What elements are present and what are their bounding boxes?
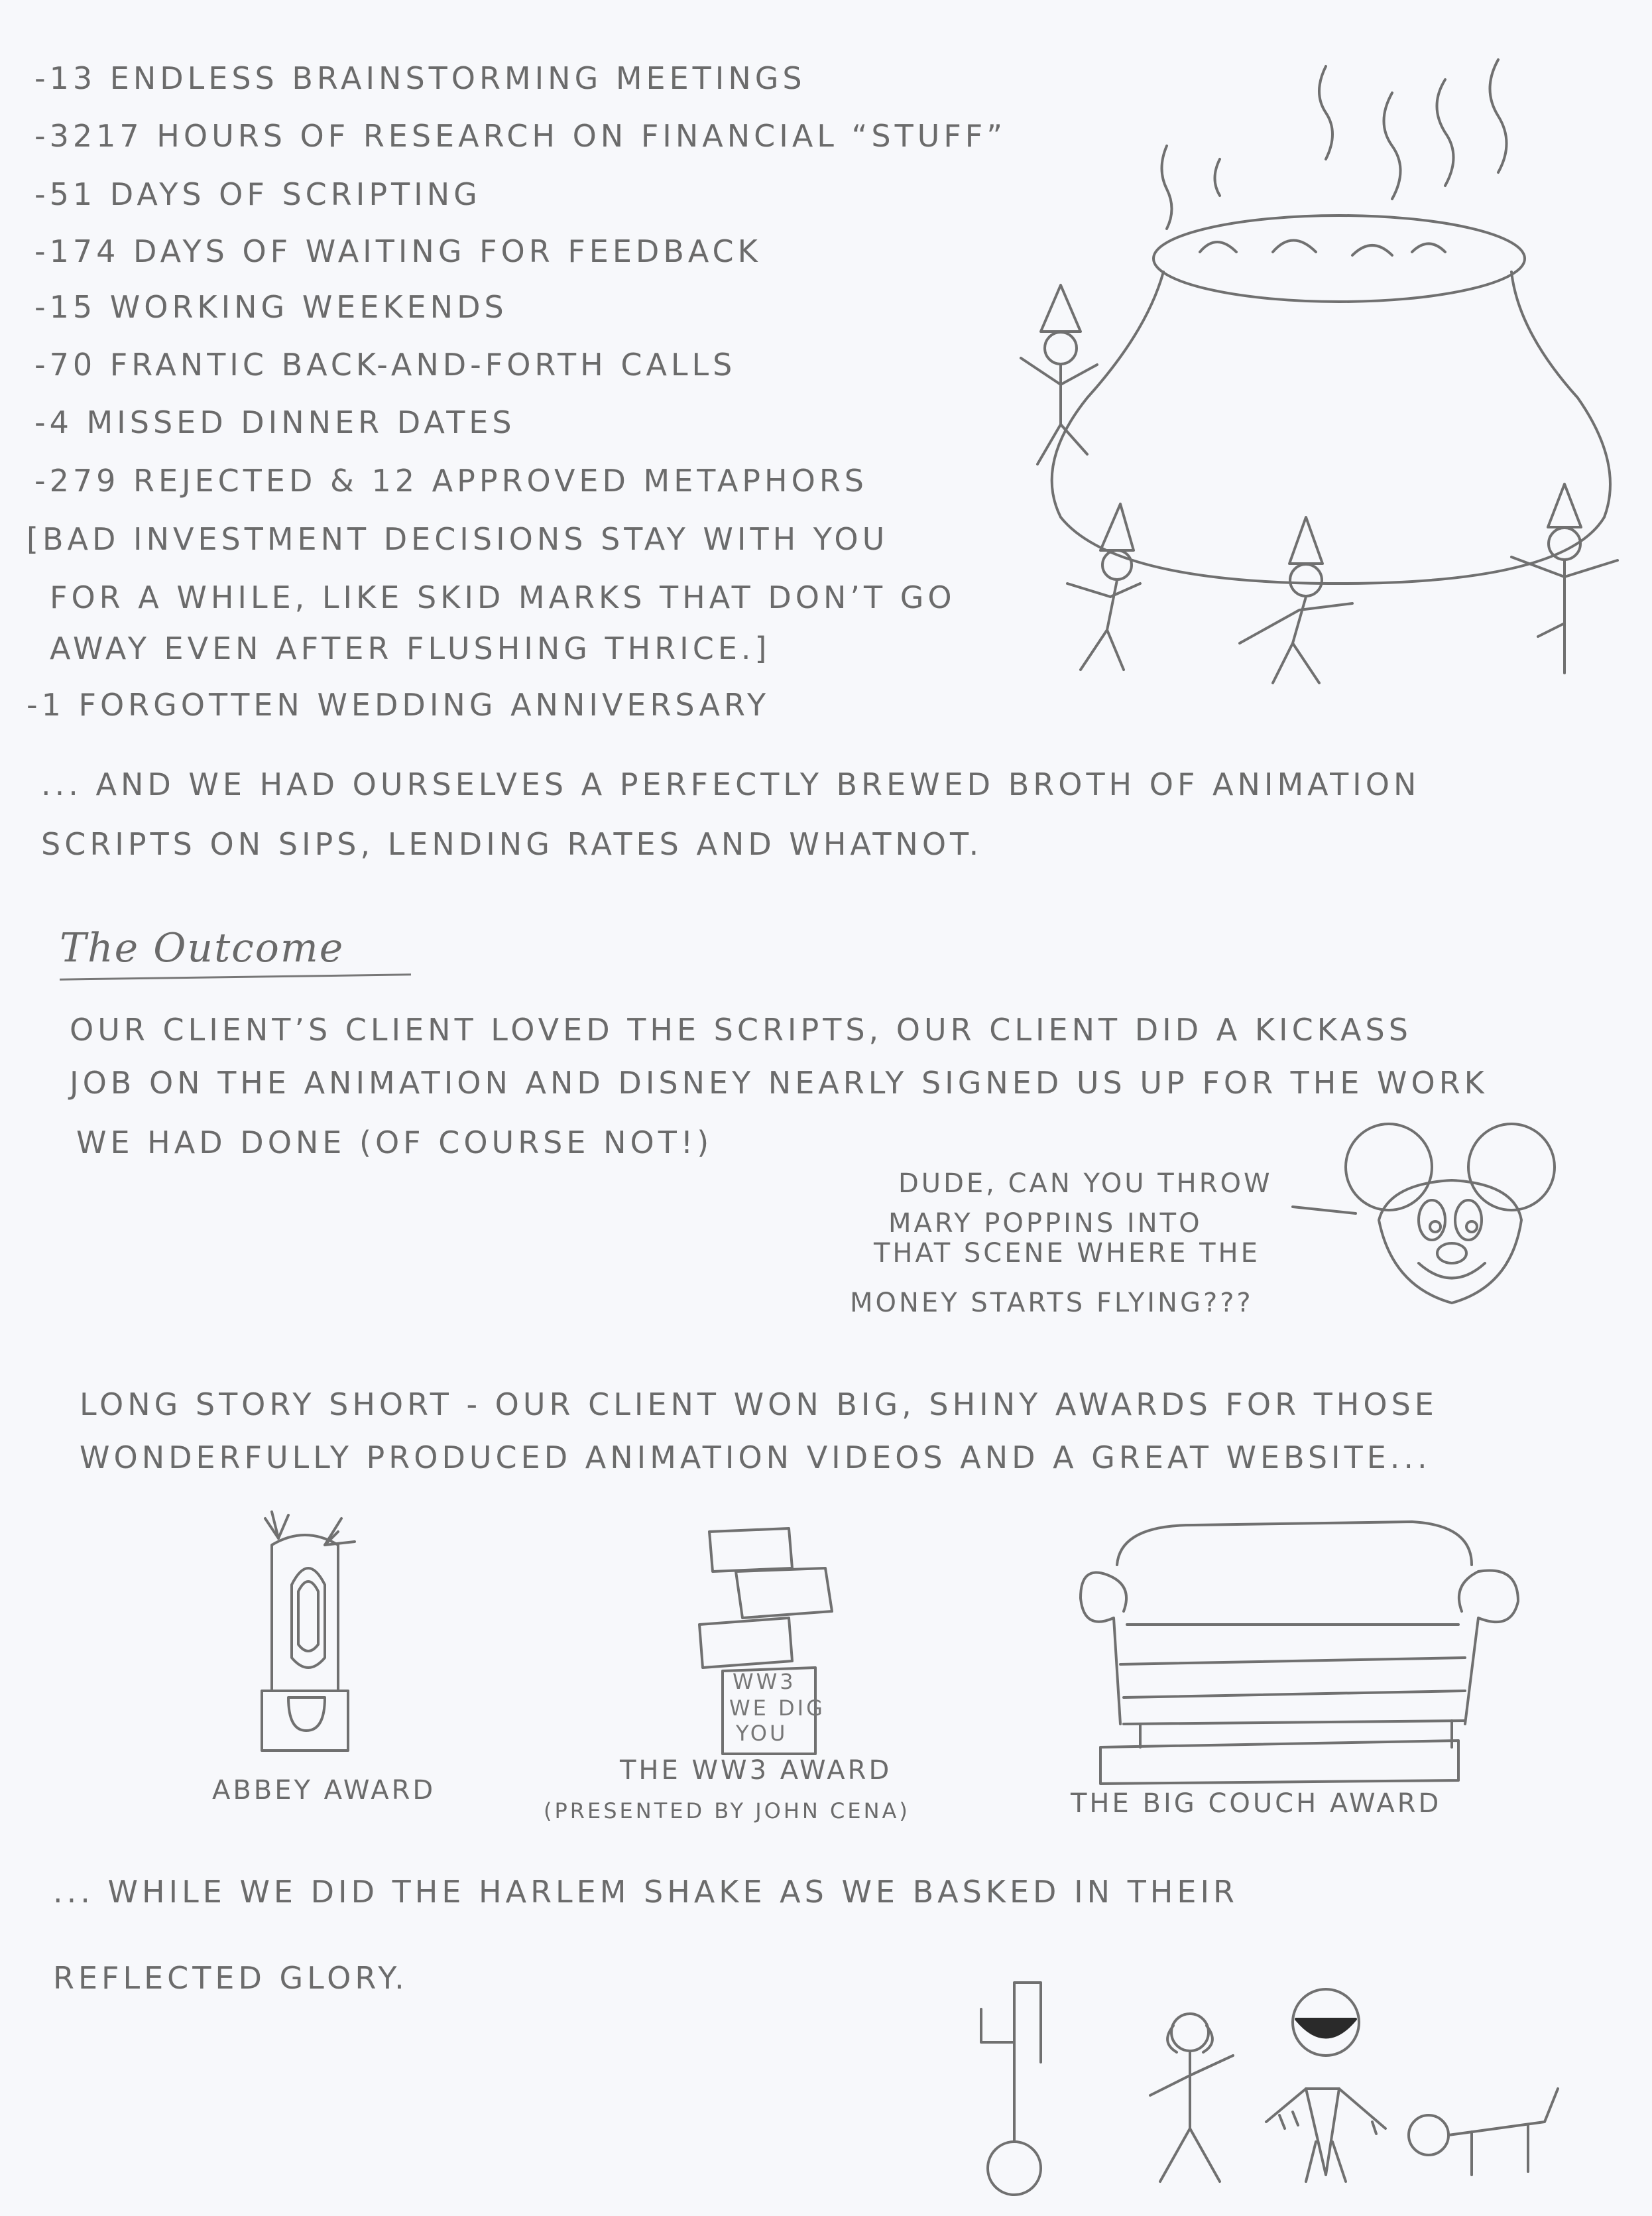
award-label: THE BIG COUCH AWARD xyxy=(1071,1788,1442,1819)
ww3-box-text: WE DIG xyxy=(729,1695,825,1721)
stick-figures-drawing xyxy=(961,1956,1598,2208)
outcome-line: JOB ON THE ANIMATION AND DISNEY NEARLY SIGNED US UP FOR THE WORK xyxy=(70,1065,1488,1101)
speech-line: MARY POPPINS INTO xyxy=(888,1208,1203,1239)
long-story-line: WONDERFULLY PRODUCED ANIMATION VIDEOS AND A GREAT WEBSITE... xyxy=(80,1440,1431,1475)
stat-line: -13 ENDLESS BRAINSTORMING MEETINGS xyxy=(34,60,806,96)
stat-line: -51 DAYS OF SCRIPTING xyxy=(34,176,481,212)
cauldron-drawing xyxy=(981,53,1578,650)
outcome-line: OUR CLIENT’S CLIENT LOVED THE SCRIPTS, OUR CLIENT DID A KICKASS xyxy=(70,1012,1412,1048)
closing-line: REFLECTED GLORY. xyxy=(53,1960,408,1996)
abbey-award-drawing xyxy=(225,1505,384,1757)
stat-line: -174 DAYS OF WAITING FOR FEEDBACK xyxy=(34,233,762,269)
speech-line: DUDE, CAN YOU THROW xyxy=(898,1168,1273,1199)
stat-line: -1 FORGOTTEN WEDDING ANNIVERSARY xyxy=(27,687,770,723)
speech-line: MONEY STARTS FLYING??? xyxy=(850,1288,1254,1318)
speech-line: THAT SCENE WHERE THE xyxy=(874,1238,1260,1268)
couch-award-drawing xyxy=(1061,1512,1525,1784)
closing-line: ... WHILE WE DID THE HARLEM SHAKE AS WE BASKED IN THEIR xyxy=(53,1874,1238,1910)
stat-line: -279 REJECTED & 12 APPROVED METAPHORS xyxy=(34,463,868,499)
aside-line: FOR A WHILE, LIKE SKID MARKS THAT DON’T GO xyxy=(50,580,956,615)
stat-line: -3217 HOURS OF RESEARCH ON FINANCIAL “STUFF” xyxy=(34,118,1007,154)
stat-line: -15 WORKING WEEKENDS xyxy=(34,289,508,325)
outcome-line: WE HAD DONE (OF COURSE NOT!) xyxy=(76,1125,713,1160)
ww3-box-text: WW3 xyxy=(733,1669,796,1694)
outcome-heading: The Outcome xyxy=(60,925,345,971)
ww3-box-text: YOU xyxy=(736,1721,788,1746)
stat-line: -4 MISSED DINNER DATES xyxy=(34,404,516,440)
aside-line: AWAY EVEN AFTER FLUSHING THRICE.] xyxy=(50,631,771,666)
heading-underline xyxy=(60,973,411,980)
mouse-face-drawing xyxy=(1293,1121,1571,1320)
long-story-line: LONG STORY SHORT - OUR CLIENT WON BIG, SHINY AWARDS FOR THOSE xyxy=(80,1386,1438,1422)
stat-line: -70 FRANTIC BACK-AND-FORTH CALLS xyxy=(34,347,737,383)
broth-line: ... AND WE HAD OURSELVES A PERFECTLY BREWED BROTH OF ANIMATION xyxy=(41,767,1421,802)
award-sublabel: (PRESENTED BY JOHN CENA) xyxy=(544,1798,910,1823)
aside-line: [BAD INVESTMENT DECISIONS STAY WITH YOU xyxy=(27,521,889,557)
award-label: THE WW3 AWARD xyxy=(620,1755,892,1786)
award-label: ABBEY AWARD xyxy=(212,1775,436,1806)
broth-line: SCRIPTS ON SIPS, LENDING RATES AND WHATNOT. xyxy=(41,826,983,862)
